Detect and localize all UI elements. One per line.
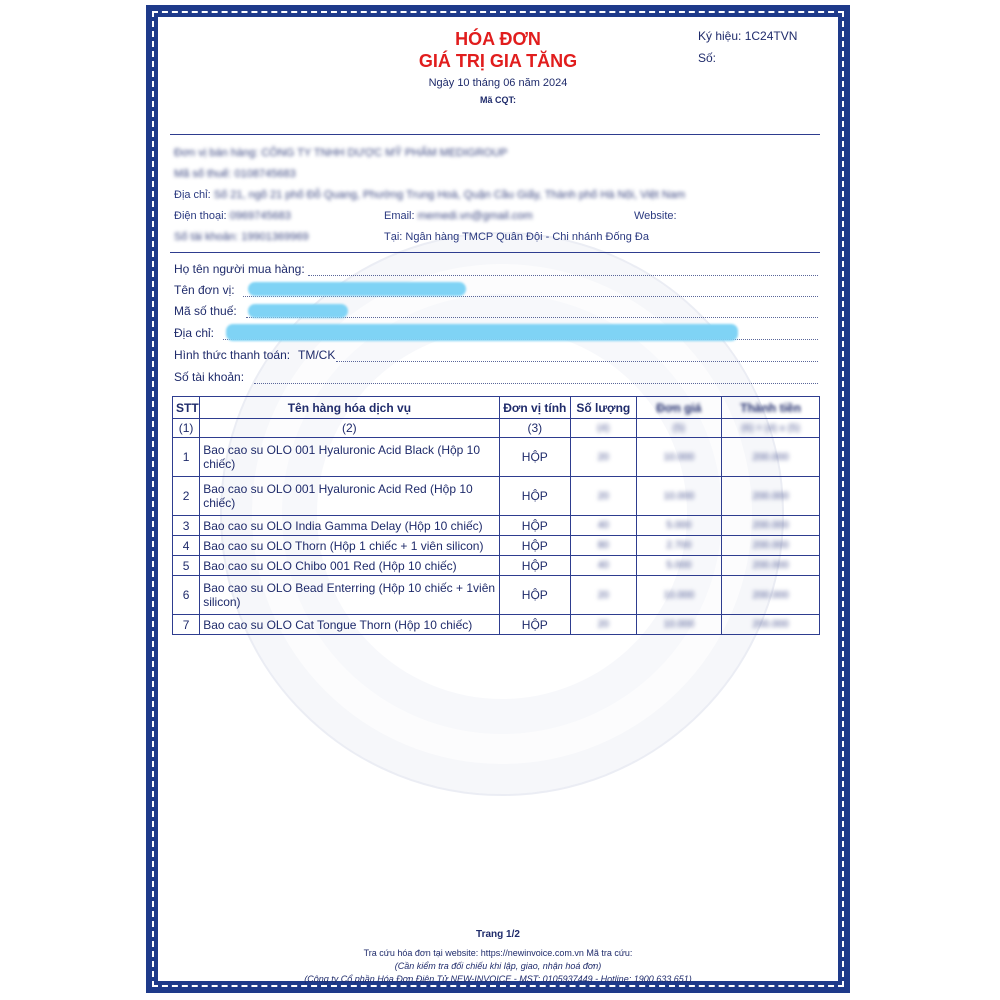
invoice-page <box>146 5 850 993</box>
buyer-unit-label: Tên đơn vị: <box>174 283 235 297</box>
row-price: 5.000 <box>636 556 722 576</box>
row-price: 10.000 <box>636 576 722 615</box>
seller-tax-row <box>174 168 296 180</box>
buyer-payment-value: TM/CK <box>298 348 336 362</box>
row-price: 10.000 <box>636 615 722 635</box>
row-qty: 40 <box>571 556 637 576</box>
row-stt: 1 <box>173 438 200 477</box>
table-row <box>173 438 820 477</box>
subheader-cell: (1) <box>173 419 200 438</box>
seller-address-value: Số 21, ngõ 21 phố Đỗ Quang, Phường Trung Hoà, Quận Cầu Giấy, Thành phố Hà Nội, Việt Nam <box>213 189 686 201</box>
divider <box>170 252 820 253</box>
provider-line-text: (Công ty Cổ phần Hóa Đơn Điện Tử NEW-INVOICE - MST: 0105937449 - Hotline: 1900 633 651) <box>304 974 692 984</box>
seller-address-label: Địa chỉ: <box>174 189 211 201</box>
buyer-name-label: Họ tên người mua hàng: <box>174 262 305 276</box>
row-stt: 7 <box>173 615 200 635</box>
seller-bank: Tại: Ngân hàng TMCP Quân Đội - Chi nhánh Đống Đa <box>384 231 649 243</box>
seller-account-value: 19901369969 <box>241 231 309 243</box>
row-stt: 4 <box>173 536 200 556</box>
table-row <box>173 477 820 516</box>
seller-phone-value: 0969745683 <box>229 210 291 222</box>
seller-phone-label: Điện thoại: <box>174 210 227 222</box>
row-stt: 3 <box>173 516 200 536</box>
row-total: 200.000 <box>722 576 820 615</box>
dotted-line <box>336 361 818 362</box>
table-row <box>173 536 820 556</box>
row-total: 200.000 <box>722 536 820 556</box>
provider-line <box>158 974 838 984</box>
row-price: 10.000 <box>636 477 722 516</box>
row-qty: 40 <box>571 516 637 536</box>
row-total: 200.000 <box>722 438 820 477</box>
header-unit: Đơn vị tính <box>499 397 571 419</box>
lookup-line: Tra cứu hóa đơn tại website: https://newinvoice.com.vn Mã tra cứu: <box>363 948 633 958</box>
header-stt: STT <box>173 397 200 419</box>
row-price: 5.000 <box>636 516 722 536</box>
row-stt: 2 <box>173 477 200 516</box>
dotted-line <box>308 275 818 276</box>
row-total: 200.000 <box>722 516 820 536</box>
row-qty: 20 <box>571 438 637 477</box>
invoice-date: Ngày 10 tháng 06 năm 2024 <box>428 77 568 89</box>
check-note-text: (Cần kiểm tra đối chiếu khi lập, giao, nhận hoá đơn) <box>394 961 602 971</box>
subheader-cell: (6) = (4) x (5) <box>722 419 820 438</box>
seller-tax-value: 0108745683 <box>234 168 296 180</box>
buyer-tax-label: Mã số thuế: <box>174 304 237 318</box>
row-name: Bao cao su OLO 001 Hyaluronic Acid Red (Hộp 10 chiếc) <box>200 477 499 516</box>
check-note <box>158 961 838 971</box>
row-name: Bao cao su OLO Chibo 001 Red (Hộp 10 chiếc) <box>200 556 499 576</box>
redaction-mark <box>248 282 466 296</box>
seller-name-row <box>174 147 508 159</box>
dotted-line <box>243 296 818 297</box>
header-name: Tên hàng hóa dịch vụ <box>200 397 499 419</box>
table-header-row <box>173 397 820 419</box>
row-qty: 20 <box>571 477 637 516</box>
buyer-address-label: Địa chỉ: <box>174 326 215 340</box>
page-number: Trang 1/2 <box>476 929 520 940</box>
buyer-account-label: Số tài khoản: <box>174 370 245 384</box>
tax-authority-code-label: Mã CQT: <box>480 95 516 105</box>
row-name: Bao cao su OLO 001 Hyaluronic Acid Black (Hộp 10 chiếc) <box>200 438 499 477</box>
header-total: Thành tiền <box>722 397 820 419</box>
seller-tax-label: Mã số thuế: <box>174 168 232 180</box>
row-price: 2.700 <box>636 536 722 556</box>
buyer-payment-label: Hình thức thanh toán: <box>174 348 291 362</box>
subheader-cell: (4) <box>571 419 637 438</box>
divider <box>170 134 820 135</box>
row-unit: HỘP <box>499 576 571 615</box>
subheader-cell: (2) <box>200 419 499 438</box>
row-stt: 5 <box>173 556 200 576</box>
row-price: 10.000 <box>636 438 722 477</box>
row-unit: HỘP <box>499 477 571 516</box>
row-total: 200.000 <box>722 615 820 635</box>
subheader-cell: (5) <box>636 419 722 438</box>
seller-email-row <box>384 210 533 222</box>
invoice-number-label: Số: <box>698 51 717 65</box>
row-qty: 20 <box>571 576 637 615</box>
invoice-title: HÓA ĐƠN <box>455 29 541 49</box>
invoice-subtitle: GIÁ TRỊ GIA TĂNG <box>418 51 578 71</box>
invoice-symbol: Ký hiệu: 1C24TVN <box>698 29 798 43</box>
row-name: Bao cao su OLO India Gamma Delay (Hộp 10 chiếc) <box>200 516 499 536</box>
table-subheader-row <box>173 419 820 438</box>
seller-account-label: Số tài khoản: <box>174 231 239 243</box>
seller-address-row <box>174 189 685 201</box>
header-price: Đơn giá <box>636 397 722 419</box>
row-name: Bao cao su OLO Thorn (Hộp 1 chiếc + 1 viên silicon) <box>200 536 499 556</box>
seller-name-label: Đơn vị bán hàng: <box>174 147 259 159</box>
items-table <box>172 396 820 635</box>
redaction-mark <box>248 304 348 318</box>
seller-phone-row <box>174 210 291 222</box>
row-unit: HỘP <box>499 615 571 635</box>
dotted-line <box>254 383 818 384</box>
seller-account-row <box>174 231 309 243</box>
row-total: 200.000 <box>722 556 820 576</box>
row-name: Bao cao su OLO Cat Tongue Thorn (Hộp 10 chiếc) <box>200 615 499 635</box>
seller-name-value: CÔNG TY TNHH DƯỢC MỸ PHẨM MEDIGROUP <box>261 147 508 159</box>
row-qty: 80 <box>571 536 637 556</box>
table-row <box>173 556 820 576</box>
redaction-mark <box>226 324 738 341</box>
row-total: 200.000 <box>722 477 820 516</box>
seller-email-label: Email: <box>384 210 415 222</box>
row-name: Bao cao su OLO Bead Enterring (Hộp 10 chiếc + 1viên silicon) <box>200 576 499 615</box>
table-row <box>173 615 820 635</box>
seller-email-value: memedi.vn@gmail.com <box>417 210 533 222</box>
header-qty: Số lượng <box>571 397 637 419</box>
row-unit: HỘP <box>499 516 571 536</box>
subheader-cell: (3) <box>499 419 571 438</box>
seller-website-label: Website: <box>634 210 677 222</box>
row-unit: HỘP <box>499 556 571 576</box>
table-row <box>173 576 820 615</box>
row-stt: 6 <box>173 576 200 615</box>
row-unit: HỘP <box>499 536 571 556</box>
row-unit: HỘP <box>499 438 571 477</box>
table-row <box>173 516 820 536</box>
row-qty: 20 <box>571 615 637 635</box>
